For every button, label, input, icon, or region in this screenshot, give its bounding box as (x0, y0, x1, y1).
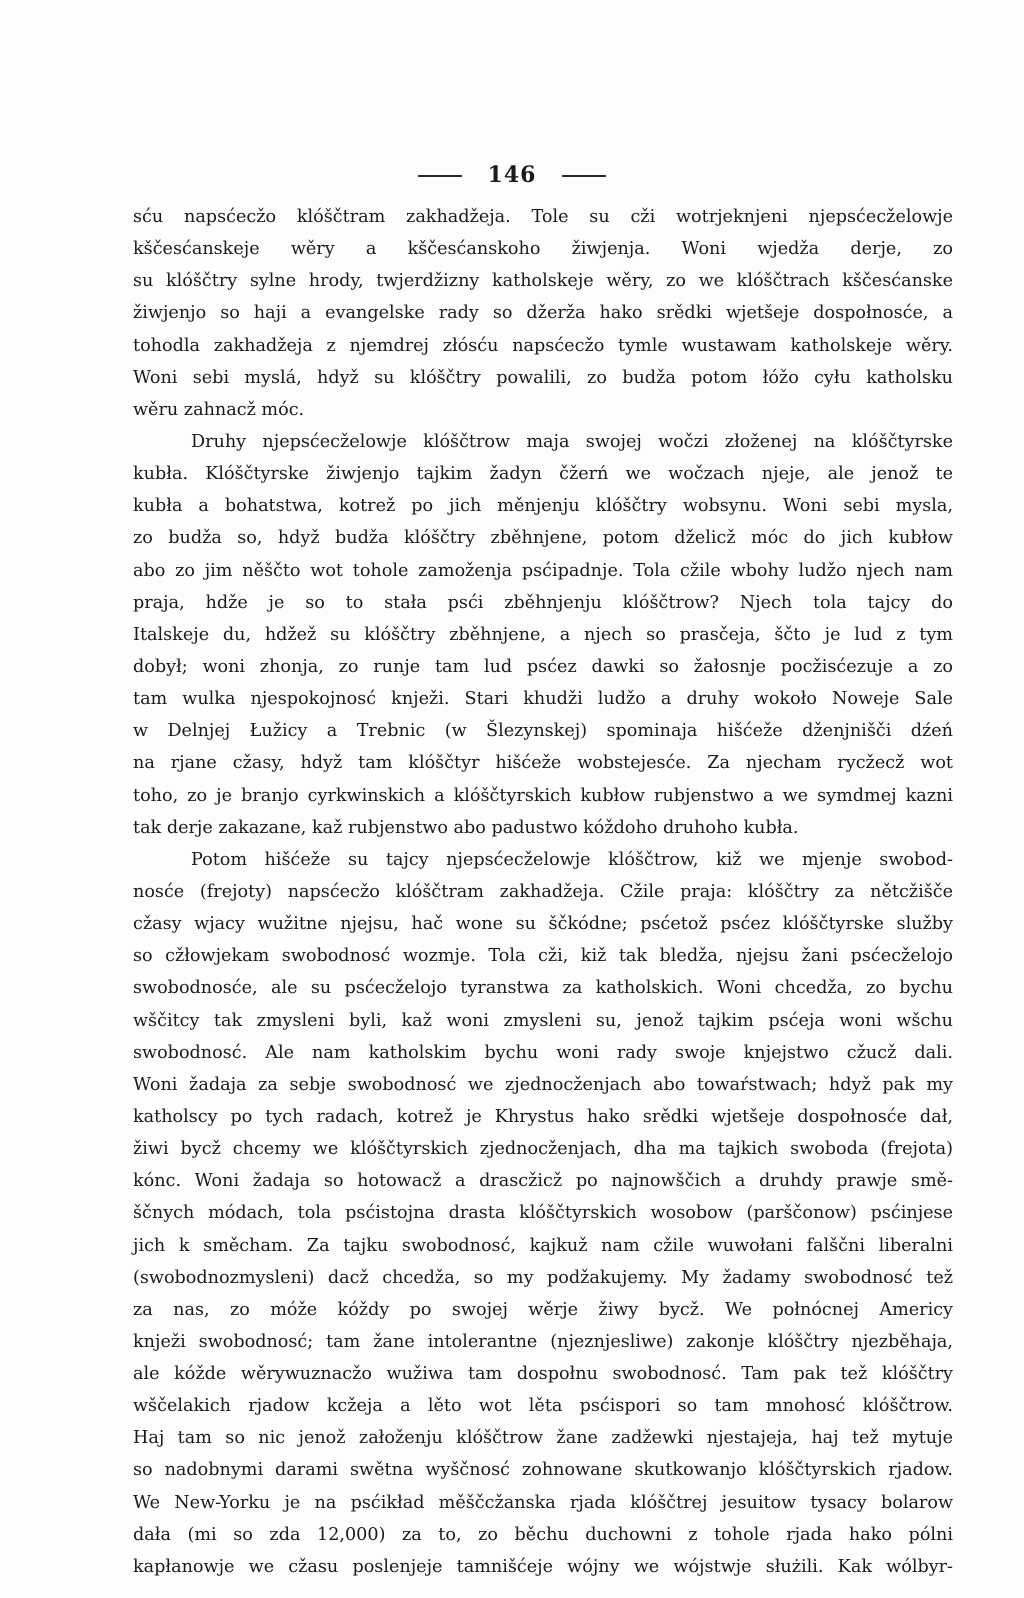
text-line: swobodnosće, ale su psćecželojo tyranstwa za katholskich. Woni chcedža, zo bychu (133, 978, 953, 999)
text-line: knježi swobodnosć; tam žane intolerantne (njeznjesliwe) zakonje klóščtry njezběhaja, (133, 1331, 953, 1352)
text-line: wěru zahnacž móc. (133, 399, 305, 420)
text-line: su klóščtry sylne hrody, twjerdžizny katholskeje wěry, zo we klóščtrach kščesćanske (133, 271, 953, 292)
text-line: nosće (frejoty) napsćecžo klóščtram zakhadžeja. Cžile praja: klóščtry za nětcžišče (133, 881, 953, 902)
text-line: wščitcy tak zmysleni byli, kaž woni zmysleni su, jenož tajkim psćeja woni wšchu (133, 1010, 953, 1031)
text-line: Woni sebi myslá, hdyž su klóščtry powalili, zo budža potom łóžo cyłu katholsku (133, 367, 953, 388)
text-line: abo zo jim něščto wot tohole zamoženja psćipadnje. Tola cžile wbohy ludžo njech nam (133, 560, 953, 581)
text-line: Woni žadaja za sebje swobodnosć we zjednocženjach abo towaŕstwach; hdyž pak my (133, 1074, 953, 1095)
text-line: zo budža so, hdyž budža klóščtry zběhnjene, potom dželicž móc do jich kubłow (133, 528, 953, 549)
text-line: žiwjenjo so haji a evangelske rady so džerža hako srědki wjetšeje dospołnosće, a (133, 303, 953, 324)
text-line: ščnych módach, tola psćistojna drasta klóščtyrskich wosobow (parščonow) psćinjese (133, 1203, 953, 1224)
text-line: kubła. Klóščtyrske žiwjenjo tajkim žadyn čžerń we wočzach njeje, ale jenož te (133, 464, 953, 485)
text-line: dała (mi so zda 12,000) za to, zo běchu duchowni z tohole rjada hako pólni (133, 1524, 953, 1545)
text-line: cžasy wjacy wužitne njejsu, hač wone su ščkódne; psćetož psćez klóščtyrske služby (133, 914, 953, 935)
text-line: wščelakich rjadow kcžeja a lěto wot lěta psćispori so tam mnohosć klóščtrow. (133, 1396, 953, 1417)
text-line: swobodnosć. Ale nam katholskim bychu woni rady swoje knjejstwo cžucž dali. (133, 1042, 953, 1063)
text-line: w Delnjej Łužicy a Trebnic (w Šlezynskej) spominaja hišćeže dženjnišči dźeń (133, 721, 953, 742)
text-line: žiwi bycž chcemy we klóščtyrskich zjednocženjach, dha ma tajkich swoboda (frejota) (133, 1139, 953, 1160)
text-line: sću napsćecžo klóščtram zakhadžeja. Tole su cži wotrjeknjeni njepsćecželowje (133, 207, 953, 227)
text-line: na rjane cžasy, hdyž tam klóščtyr hišćeže wobstejesće. Za njecham rycžecž wot (133, 753, 953, 774)
text-line: tam wulka njespokojnosć knježi. Stari khudži ludžo a druhy wokoło Noweje Sale (133, 689, 953, 710)
text-line: kapłanowje we cžasu poslenjeje tamnišćeje wójny we wójstwje służili. Kak wólbyr- (133, 1556, 953, 1577)
text-line: kubła a bohatstwa, kotrež po jich měnjenju klóščtry wobsynu. Woni sebi mysla, (133, 496, 953, 517)
text-line: so nadobnymi darami swětna wyščnosć zohnowane skutkowanjo klóščtyrskich rjadow. (133, 1460, 953, 1481)
text-line: We New-Yorku je na psćikład měščcžanska rjada klóščtrej jesuitow tysacy bolarow (133, 1492, 953, 1513)
text-line: Italskeje du, hdžež su klóščtry zběhnjene, a njech so prasčeja, ščto je lud z tym (133, 624, 953, 645)
text-line: tohodla zakhadžeja z njemdrej złósću napsćecžo tymle wustawam katholskeje wěry. (133, 335, 953, 356)
page-header (0, 158, 1024, 192)
text-line: tak derje zakazane, kaž rubjenstwo abo padustwo kóždoho druhoho kubła. (133, 817, 799, 838)
text-line: dobył; woni zhonja, zo runje tam lud psćez dawki so žałosnje pocžisćezuje a zo (133, 656, 953, 677)
text-line: katholscy po tych radach, kotrež je Khrystus hako srědki wjetšeje dospołnosće dał, (133, 1106, 953, 1127)
body-text (133, 201, 953, 1583)
page-number: 146 (487, 162, 537, 188)
header-dash-left (418, 175, 462, 177)
text-line: praja, hdže je so to stała psći zběhnjenju klóščtrow? Njech tola tajcy do (133, 592, 953, 613)
text-line: Haj tam so nic jenož załoženju klóščtrow žane zadžewki njestajeja, haj tež mytuje (133, 1428, 953, 1449)
text-line: (swobodnozmysleni) dacž chcedža, so my podžakujemy. My žadamy swobodnosć tež (133, 1267, 953, 1288)
text-line: toho, zo je branjo cyrkwinskich a klóščtyrskich kubłow rubjenstwo a we symdmej kazni (133, 785, 953, 806)
text-line: kščesćanskeje wěry a kščesćanskoho žiwjenja. Woni wjedža derje, zo (133, 239, 953, 260)
header-dash-right (562, 175, 606, 177)
text-line: Druhy njepsćecželowje klóščtrow maja swojej wočzi złoženej na klóščtyrske (191, 431, 953, 452)
text-line: so cžłowjekam swobodnosć wozmje. Tola cži, kiž tak bledža, njejsu žani psćecželojo (133, 946, 953, 967)
text-line: za nas, zo móže kóždy po swojej wěrje žiwy bycž. We połnócnej Americy (133, 1299, 953, 1320)
text-line: jich k směcham. Za tajku swobodnosć, kajkuž nam cžile wuwołani falščni liberalni (133, 1235, 953, 1256)
text-line: Potom hišćeže su tajcy njepsćecželowje klóščtrow, kiž we mjenje swobod- (191, 849, 953, 870)
text-line: kónc. Woni žadaja so hotowacž a drascžicž po najnowščich a druhdy prawje smě- (133, 1171, 953, 1192)
text-line: ale kóžde wěrywuznacžo wužiwa tam dospołnu swobodnosć. Tam pak tež klóščtry (133, 1364, 953, 1385)
